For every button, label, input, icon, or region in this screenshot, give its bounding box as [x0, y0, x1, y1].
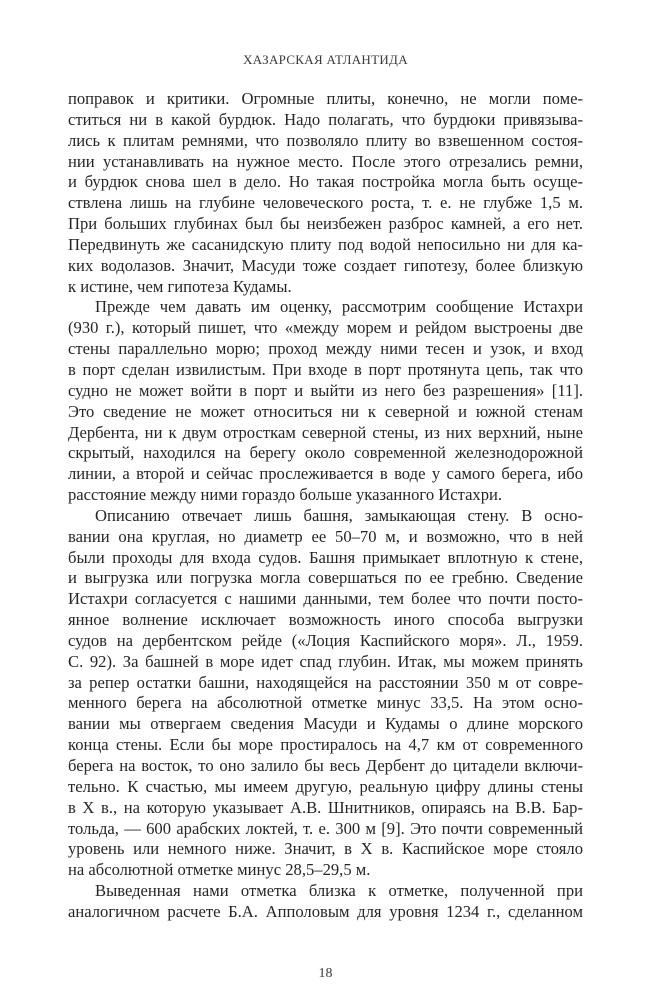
text-line: Выведенная нами отметка близка к отметке, полученной при	[95, 881, 583, 901]
text-line: скрытый, находился на берегу около современной железнодорожной	[68, 443, 583, 463]
text-line: тельно. К счастью, мы имеем другую, реальную цифру длины стены	[68, 776, 583, 796]
text-line: Прежде чем давать им оценку, рассмотрим сообщение Истахри	[95, 297, 583, 317]
text-line: тольда, — 600 арабских локтей, т. е. 300 м [9]. Это почти современный	[68, 818, 583, 838]
text-line: Передвинуть же сасанидскую плиту под водой непосильно ни для ка-	[68, 234, 583, 254]
text-line: за репер остатки башни, находящейся на расстоянии 350 м от совре-	[68, 672, 583, 692]
text-line: берега на восток, то оно залило бы весь Дербент до цитадели включи-	[68, 756, 583, 775]
text-line: к истине, чем гипотеза Кудамы.	[68, 276, 292, 296]
text-line: уровень или немного ниже. Значит, в X в. Каспийское море стояло	[68, 839, 583, 859]
text-line: и бурдюк снова шел в дело. Но такая постройка могла быть осуще-	[68, 172, 583, 192]
text-line: судно не может войти в порт и выйти из него без разрешения» [11].	[68, 380, 583, 400]
text-line: вании мы отвергаем сведения Масуди и Кудамы о длине морского	[68, 714, 583, 734]
page-number: 18	[318, 966, 333, 981]
text-line: Истахри согласуется с нашими данными, тем более что почти посто-	[68, 589, 583, 609]
text-line: ких водолазов. Значит, Масуди тоже создает гипотезу, более близкую	[68, 255, 583, 275]
paragraph	[68, 89, 583, 297]
page-body-text	[68, 89, 583, 923]
text-line: (930 г.), который пишет, что «между морем и рейдом выстроены две	[68, 318, 583, 338]
text-line: конца стены. Если бы море простиралось на 4,7 км от современного	[68, 735, 583, 755]
text-line: С. 92). За башней в море идет спад глубин. Итак, мы можем принять	[68, 651, 583, 671]
text-line: менного берега на абсолютной отметке минус 33,5. На этом осно-	[68, 693, 583, 713]
text-line: судов на дербентском рейде («Лоция Каспийского моря». Л., 1959.	[68, 630, 583, 650]
text-line: на абсолютной отметке минус 28,5–29,5 м.	[68, 860, 371, 880]
text-line: ститься ни в какой бурдюк. Надо полагать, что бурдюки привязыва-	[68, 109, 583, 129]
paragraph	[68, 506, 583, 881]
text-line: лись к плитам ремнями, что позволяло плиту во взвешенном состоя-	[68, 130, 583, 150]
text-line: расстояние между ними гораздо больше указанного Истахри.	[68, 485, 503, 505]
text-line: ствлена лишь на глубине человеческого роста, т. е. не глубже 1,5 м.	[68, 193, 583, 213]
text-line: линии, а второй и сейчас прослеживается в воде у самого берега, ибо	[68, 464, 583, 484]
text-line: поправок и критики. Огромные плиты, конечно, не могли поме-	[68, 89, 583, 108]
text-line: в X в., на которую указывает А.В. Шнитников, опираясь на В.В. Бар-	[68, 797, 583, 817]
text-line: были проходы для входа судов. Башня примыкает вплотную к стене,	[68, 547, 583, 567]
running-header: ХАЗАРСКАЯ АТЛАНТИДА	[243, 52, 408, 67]
text-line: в порт сделан извилистым. При входе в порт протянута цепь, так что	[68, 359, 583, 379]
text-line: аналогичном расчете Б.А. Апполовым для уровня 1234 г., сделанном	[68, 901, 583, 921]
paragraph	[68, 881, 583, 923]
text-line: Описанию отвечает лишь башня, замыкающая стену. В осно-	[95, 505, 583, 525]
text-line: Это сведение не может относиться ни к северной и южной стенам	[68, 401, 583, 421]
text-line: и выгрузка или погрузка могла совершаться по ее гребню. Сведение	[68, 568, 583, 588]
text-line: янное волнение исключает возможность иного способа выгрузки	[68, 610, 583, 630]
paragraph	[68, 297, 583, 505]
text-line: нии устанавливать на нужное место. После этого отрезались ремни,	[68, 151, 583, 171]
text-line: Дербента, ни к двум отросткам северной стены, из них верхний, ныне	[68, 422, 583, 442]
text-line: стены параллельно морю; проход между ними тесен и узок, и вход	[68, 339, 583, 359]
text-line: При больших глубинах был бы неизбежен разброс камней, а его нет.	[68, 214, 583, 234]
text-line: вании она круглая, но диаметр ее 50–70 м, и возможно, что в ней	[68, 526, 583, 546]
